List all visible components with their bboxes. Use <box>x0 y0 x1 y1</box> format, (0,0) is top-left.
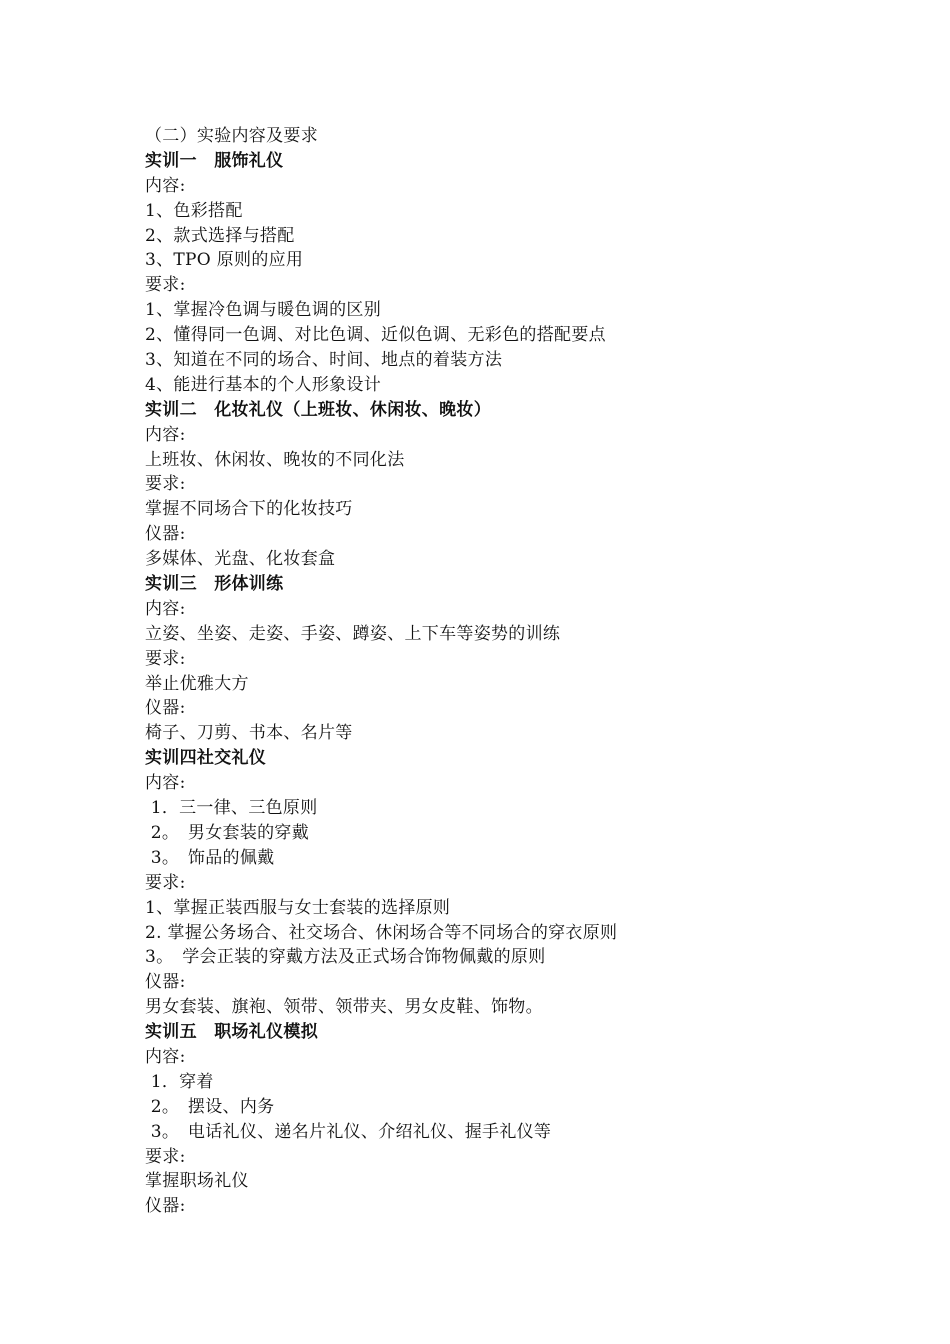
text-line: 2。 摆设、内务 <box>145 1096 275 1117</box>
text-line: 要求: <box>145 474 186 495</box>
text-line: 仪器: <box>145 1196 186 1217</box>
section-heading: 实训三 形体训练 <box>145 574 284 595</box>
text-line: 要求: <box>145 275 186 296</box>
text-line: 立姿、坐姿、走姿、手姿、蹲姿、上下车等姿势的训练 <box>145 623 561 644</box>
text-line: 仪器: <box>145 698 186 719</box>
text-line: 仪器: <box>145 972 186 993</box>
text-line: 3、知道在不同的场合、时间、地点的着装方法 <box>145 350 503 371</box>
section-heading: 实训二 化妆礼仪（上班妆、休闲妆、晚妆） <box>145 399 491 420</box>
text-line: 举止优雅大方 <box>145 673 249 694</box>
text-line: 1、色彩搭配 <box>145 200 243 221</box>
text-line: 内容: <box>145 1046 186 1067</box>
text-line: 内容: <box>145 424 186 445</box>
text-line: 1、掌握冷色调与暖色调的区别 <box>145 300 382 321</box>
text-line: 掌握职场礼仪 <box>145 1171 249 1192</box>
text-line: （二）实验内容及要求 <box>145 126 318 146</box>
text-line: 2、懂得同一色调、对比色调、近似色调、无彩色的搭配要点 <box>145 325 606 346</box>
text-line: 上班妆、休闲妆、晚妆的不同化法 <box>145 449 405 470</box>
text-line: 2。 男女套装的穿戴 <box>145 822 310 843</box>
text-line: 要求: <box>145 872 186 893</box>
text-line: 要求: <box>145 1146 186 1167</box>
text-line: 内容: <box>145 175 186 196</box>
text-line: 1．穿着 <box>145 1071 214 1092</box>
document-body <box>145 124 845 1219</box>
text-line: 2、款式选择与搭配 <box>145 225 295 246</box>
text-line: 男女套装、旗袍、领带、领带夹、男女皮鞋、饰物。 <box>145 997 543 1018</box>
text-line: 3。 学会正装的穿戴方法及正式场合饰物佩戴的原则 <box>145 947 546 968</box>
text-line: 要求: <box>145 648 186 669</box>
text-line: 内容: <box>145 598 186 619</box>
text-line: 1．三一律、三色原则 <box>145 798 318 819</box>
text-line: 仪器: <box>145 524 186 545</box>
text-line: 3。 饰品的佩戴 <box>145 847 275 868</box>
section-heading: 实训五 职场礼仪模拟 <box>145 1022 318 1043</box>
text-line: 3、TPO 原则的应用 <box>145 250 304 271</box>
text-line: 2. 掌握公务场合、社交场合、休闲场合等不同场合的穿衣原则 <box>145 922 618 943</box>
text-line: 4、能进行基本的个人形象设计 <box>145 374 382 395</box>
text-line: 椅子、刀剪、书本、名片等 <box>145 723 353 744</box>
section-heading: 实训一 服饰礼仪 <box>145 150 284 171</box>
section-heading: 实训四社交礼仪 <box>145 748 267 769</box>
text-line: 多媒体、光盘、化妆套盒 <box>145 549 336 570</box>
text-line: 内容: <box>145 773 186 794</box>
text-line: 3。 电话礼仪、递名片礼仪、介绍礼仪、握手礼仪等 <box>145 1121 552 1142</box>
text-line: 1、掌握正装西服与女士套装的选择原则 <box>145 897 451 918</box>
text-line: 掌握不同场合下的化妆技巧 <box>145 499 353 520</box>
